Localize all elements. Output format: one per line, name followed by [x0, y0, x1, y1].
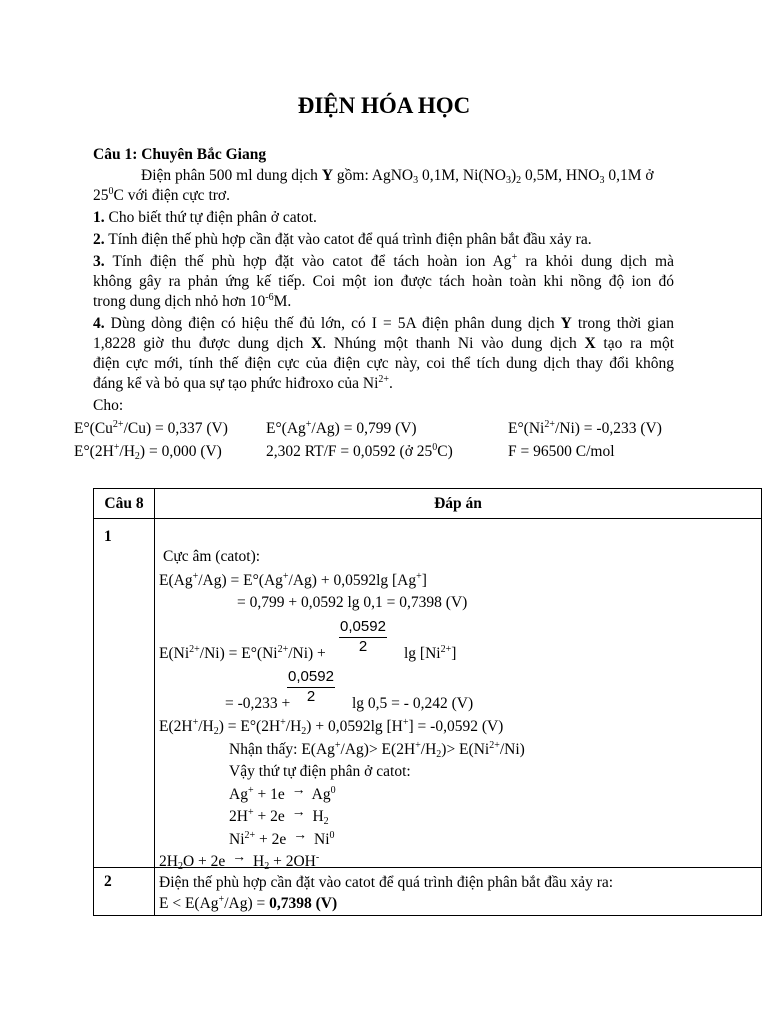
table-row	[94, 868, 762, 916]
fraction-numerator: 0,0592	[340, 618, 386, 635]
answer-line: E < E(Ag+/Ag) = 0,7398 (V)	[159, 894, 338, 912]
answer-line: Điện thế phù hợp cần đặt vào catot để quá trình điện phân bắt đầu xảy ra:	[159, 874, 614, 891]
constant-h: $E^\circ(2H^+/H_2) = 0,000$ (V)	[74, 442, 222, 462]
row-number: 1	[94, 519, 155, 868]
arrow-icon: →	[291, 783, 306, 798]
answer-line: lg 0,5 = - 0,242 (V)	[352, 695, 474, 712]
constant-rtf: 2,302 RT/F = 0,0592 (ở $25^0C$)	[266, 442, 453, 460]
answer-line: $E(Ni^{2+}/Ni) = E^\circ(Ni^{2+}/Ni)$ +	[159, 644, 326, 662]
question-item-4-line4: đáng kể và bỏ qua sự tạo phức hiđroxo của $Ni^{2+}$.	[93, 374, 393, 392]
question-item-4-line1: 4. Dùng dòng điện có hiệu thế đủ lớn, có I = 5A điện phân dung dịch Y trong thời gian	[93, 315, 674, 332]
row-number: 2	[94, 868, 155, 916]
question-item-3-line2: không gây ra phản ứng kế tiếp. Coi một ion được tách hoàn toàn khi nồng độ ion đó	[93, 273, 674, 290]
constant-ni: $E^\circ(Ni^{2+}/Ni) = -0,233$ (V)	[508, 419, 662, 437]
answer-table	[93, 488, 762, 916]
question-heading: Câu 1: Chuyên Bắc Giang	[93, 146, 267, 163]
reaction-equation: Ag+ + 1e → Ag$^0$	[229, 783, 336, 803]
question-intro-line1: Điện phân 500 ml dung dịch Y gồm: AgNO$_3$ 0,1M, $Ni(NO_3)_2$ 0,5M, $HNO_3$ 0,1M ở	[141, 167, 654, 186]
answer-cell	[155, 519, 762, 872]
constant-ag: E°(Ag+/Ag) = 0,799 (V)	[266, 419, 417, 437]
answer-line: Vậy thứ tự điện phân ở catot:	[229, 763, 411, 780]
arrow-icon: →	[232, 850, 247, 865]
answer-line: Cực âm (catot):	[163, 548, 261, 565]
question-item-1: 1. Cho biết thứ tự điện phân ở catot.	[93, 209, 317, 226]
header-question: Câu 8	[94, 489, 155, 519]
answer-line: Nhận thấy: $E(Ag^+/Ag)> E(2H^+/H_2)> E(Ni^{2+}/Ni)$	[229, 740, 525, 760]
arrow-icon: →	[293, 828, 308, 843]
reaction-equation: $2H^+ + 2e \to H_2$	[229, 805, 329, 827]
fraction-numerator: 0,0592	[288, 668, 334, 685]
question-item-2: 2. Tính điện thế phù hợp cần đặt vào catot để quá trình điện phân bắt đầu xảy ra.	[93, 231, 592, 248]
answer-line: = 0,799 + 0,0592 lg 0,1 = 0,7398 (V)	[237, 594, 468, 611]
answer-cell	[155, 868, 762, 916]
question-item-3-line1: 3. Tính điện thế phù hợp đặt vào catot để tách hoàn ion Ag+ ra khỏi dung dịch mà	[93, 252, 674, 270]
question-intro-line2: $25^0C$ với điện cực trơ.	[93, 186, 230, 204]
constant-faraday: F = 96500 C/mol	[508, 443, 615, 460]
header-answer: Đáp án	[155, 489, 762, 519]
reaction-equation: $Ni^{2+} + 2e \to Ni^0$	[229, 828, 335, 848]
reaction-equation: $2H_2O + 2e \to H_2 + 2OH^-$	[159, 850, 320, 872]
arrow-icon: →	[291, 805, 306, 820]
answer-line: $\lg [Ni^{2+}]$	[404, 644, 457, 662]
fraction-denominator: 2	[306, 688, 316, 705]
page-title: ĐIỆN HÓA HỌC	[297, 93, 471, 118]
question-item-4-line3: điện cực mới, tính thế điện cực của điện cực này, coi thể tích dung dịch thay đổi không	[93, 355, 674, 372]
fraction-denominator: 2	[358, 638, 368, 655]
constants-label: Cho:	[93, 397, 124, 414]
answer-line: E(Ag+/Ag) = E°(Ag+/Ag) + 0,0592lg [Ag+]	[159, 571, 427, 589]
table-row	[94, 519, 762, 868]
question-item-3-line3: trong dung dịch nhỏ hơn $10^{-6}M$.	[93, 292, 292, 310]
answer-line: = -0,233 +	[225, 695, 291, 712]
question-item-4-line2: 1,8228 giờ thu được dung dịch X. Nhúng một thanh Ni vào dung dịch X tạo ra một	[93, 335, 675, 352]
answer-line: $E(2H^+/H_2) = E^\circ(2H^+/H_2) + 0,0592\lg$ [H+] = -0,0592 (V)	[159, 717, 504, 737]
constant-cu: $E^\circ(Cu^{2+}/Cu) = 0,337$ (V)	[74, 419, 228, 437]
table-header-row	[94, 489, 762, 519]
